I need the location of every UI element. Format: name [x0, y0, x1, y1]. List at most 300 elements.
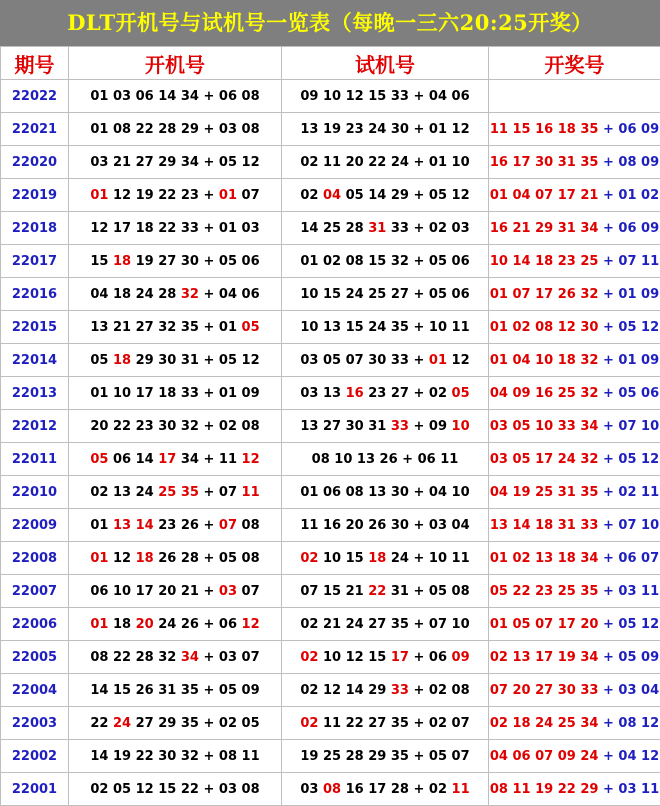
ball-number: 05: [429, 188, 447, 203]
draw-numbers: [489, 278, 660, 311]
ball-number: 19: [323, 122, 341, 137]
ball-number: 09: [641, 155, 659, 170]
ball-number: 35: [580, 155, 598, 170]
ball-number: 18: [113, 254, 131, 269]
ball-number: 14: [158, 89, 176, 104]
ball-number: 01: [618, 287, 636, 302]
table-row: [1, 476, 660, 509]
ball-number: 07: [429, 617, 447, 632]
open-numbers: [69, 740, 282, 773]
plus-sign: +: [203, 221, 214, 236]
draw-numbers: [489, 707, 660, 740]
ball-number: 25: [558, 584, 576, 599]
open-numbers: [69, 377, 282, 410]
ball-number: 17: [136, 386, 154, 401]
issue-number: 22015: [1, 311, 69, 344]
ball-number: 07: [490, 683, 508, 698]
issue-number: 22001: [1, 773, 69, 806]
ball-number: 23: [535, 584, 553, 599]
ball-number: 05: [618, 617, 636, 632]
ball-number: 12: [452, 353, 470, 368]
plus-sign: +: [413, 386, 424, 401]
plus-sign: +: [413, 485, 424, 500]
plus-sign: +: [203, 386, 214, 401]
plus-sign: +: [603, 551, 614, 566]
table-row: [1, 542, 660, 575]
ball-number: 02: [429, 386, 447, 401]
ball-number: 07: [618, 419, 636, 434]
plus-sign: +: [603, 749, 614, 764]
ball-number: 04: [512, 188, 530, 203]
ball-number: 32: [181, 419, 199, 434]
issue-number: 22019: [1, 179, 69, 212]
ball-number: 21: [113, 320, 131, 335]
plus-sign: +: [413, 716, 424, 731]
ball-number: 09: [300, 89, 318, 104]
ball-number: 24: [113, 716, 131, 731]
ball-number: 09: [641, 221, 659, 236]
ball-number: 30: [391, 122, 409, 137]
ball-number: 03: [618, 782, 636, 797]
draw-numbers: [489, 311, 660, 344]
plus-sign: +: [203, 452, 214, 467]
ball-number: 19: [512, 485, 530, 500]
header-open: 开机号: [69, 47, 282, 80]
ball-number: 10: [641, 419, 659, 434]
ball-number: 16: [323, 518, 341, 533]
ball-number: 31: [368, 419, 386, 434]
ball-number: 09: [242, 386, 260, 401]
ball-number: 04: [641, 683, 659, 698]
ball-number: 02: [300, 155, 318, 170]
ball-number: 21: [113, 155, 131, 170]
ball-number: 05: [452, 386, 470, 401]
ball-number: 29: [181, 122, 199, 137]
ball-number: 31: [558, 518, 576, 533]
issue-number: 22017: [1, 245, 69, 278]
ball-number: 13: [90, 320, 108, 335]
ball-number: 30: [181, 254, 199, 269]
header-draw: 开奖号: [489, 47, 660, 80]
issue-number: 22020: [1, 146, 69, 179]
ball-number: 02: [90, 782, 108, 797]
ball-number: 31: [391, 584, 409, 599]
ball-number: 33: [391, 419, 409, 434]
ball-number: 04: [618, 749, 636, 764]
ball-number: 29: [158, 716, 176, 731]
ball-number: 15: [323, 584, 341, 599]
ball-number: 24: [580, 749, 598, 764]
plus-sign: +: [203, 584, 214, 599]
table-row: [1, 773, 660, 806]
plus-sign: +: [603, 716, 614, 731]
plus-sign: +: [203, 485, 214, 500]
ball-number: 30: [368, 353, 386, 368]
ball-number: 26: [181, 518, 199, 533]
ball-number: 12: [346, 89, 364, 104]
plus-sign: +: [203, 749, 214, 764]
ball-number: 11: [641, 254, 659, 269]
page-title: DLT开机号与试机号一览表（每晚一三六20:25开奖）: [0, 0, 660, 46]
ball-number: 28: [181, 551, 199, 566]
issue-number: 22021: [1, 113, 69, 146]
plus-sign: +: [413, 221, 424, 236]
open-numbers: [69, 278, 282, 311]
ball-number: 09: [558, 749, 576, 764]
ball-number: 24: [368, 320, 386, 335]
ball-number: 22: [113, 650, 131, 665]
ball-number: 18: [558, 122, 576, 137]
issue-number: 22010: [1, 476, 69, 509]
ball-number: 01: [490, 287, 508, 302]
ball-number: 13: [490, 518, 508, 533]
ball-number: 22: [90, 716, 108, 731]
ball-number: 03: [490, 452, 508, 467]
ball-number: 30: [580, 320, 598, 335]
table-row: [1, 509, 660, 542]
ball-number: 02: [300, 683, 318, 698]
ball-number: 14: [300, 221, 318, 236]
ball-number: 01: [429, 122, 447, 137]
plus-sign: +: [203, 155, 214, 170]
trial-numbers: [282, 80, 489, 113]
trial-numbers: [282, 146, 489, 179]
trial-numbers: [282, 674, 489, 707]
table-row: [1, 377, 660, 410]
ball-number: 02: [90, 485, 108, 500]
ball-number: 34: [580, 221, 598, 236]
ball-number: 05: [429, 287, 447, 302]
ball-number: 35: [391, 320, 409, 335]
ball-number: 15: [90, 254, 108, 269]
ball-number: 15: [368, 89, 386, 104]
open-numbers: [69, 509, 282, 542]
ball-number: 32: [158, 650, 176, 665]
ball-number: 13: [357, 452, 375, 467]
plus-sign: +: [603, 188, 614, 203]
plus-sign: +: [413, 551, 424, 566]
plus-sign: +: [413, 683, 424, 698]
plus-sign: +: [413, 254, 424, 269]
trial-numbers: [282, 245, 489, 278]
ball-number: 27: [158, 254, 176, 269]
ball-number: 12: [242, 353, 260, 368]
ball-number: 24: [136, 287, 154, 302]
ball-number: 34: [181, 650, 199, 665]
issue-number: 22022: [1, 80, 69, 113]
trial-numbers: [282, 773, 489, 806]
ball-number: 35: [181, 716, 199, 731]
ball-number: 18: [158, 386, 176, 401]
ball-number: 17: [158, 452, 176, 467]
ball-number: 06: [242, 254, 260, 269]
ball-number: 05: [219, 683, 237, 698]
ball-number: 11: [242, 749, 260, 764]
ball-number: 07: [535, 617, 553, 632]
ball-number: 03: [300, 782, 318, 797]
plus-sign: +: [413, 617, 424, 632]
ball-number: 08: [242, 518, 260, 533]
plus-sign: +: [413, 353, 424, 368]
ball-number: 13: [368, 485, 386, 500]
ball-number: 04: [429, 89, 447, 104]
trial-numbers: [282, 278, 489, 311]
ball-number: 05: [219, 155, 237, 170]
table-row: [1, 344, 660, 377]
ball-number: 18: [113, 617, 131, 632]
open-numbers: [69, 476, 282, 509]
draw-numbers: [489, 608, 660, 641]
ball-number: 13: [113, 518, 131, 533]
ball-number: 29: [535, 221, 553, 236]
ball-number: 06: [90, 584, 108, 599]
draw-numbers: [489, 212, 660, 245]
ball-number: 35: [580, 485, 598, 500]
plus-sign: +: [603, 386, 614, 401]
ball-number: 11: [323, 155, 341, 170]
trial-numbers: [282, 641, 489, 674]
ball-number: 16: [490, 221, 508, 236]
ball-number: 05: [429, 749, 447, 764]
ball-number: 04: [323, 188, 341, 203]
trial-numbers: [282, 344, 489, 377]
ball-number: 08: [113, 122, 131, 137]
ball-number: 33: [580, 518, 598, 533]
ball-number: 12: [90, 221, 108, 236]
ball-number: 17: [558, 617, 576, 632]
ball-number: 34: [580, 650, 598, 665]
ball-number: 04: [490, 386, 508, 401]
ball-number: 08: [242, 782, 260, 797]
ball-number: 10: [323, 650, 341, 665]
ball-number: 02: [490, 650, 508, 665]
ball-number: 10: [452, 419, 470, 434]
plus-sign: +: [603, 782, 614, 797]
ball-number: 07: [219, 518, 237, 533]
ball-number: 11: [452, 320, 470, 335]
ball-number: 12: [113, 551, 131, 566]
ball-number: 08: [490, 782, 508, 797]
ball-number: 04: [512, 353, 530, 368]
ball-number: 19: [136, 188, 154, 203]
ball-number: 18: [113, 287, 131, 302]
ball-number: 10: [535, 353, 553, 368]
ball-number: 24: [136, 485, 154, 500]
ball-number: 10: [429, 551, 447, 566]
plus-sign: +: [603, 221, 614, 236]
ball-number: 30: [158, 749, 176, 764]
ball-number: 30: [158, 353, 176, 368]
ball-number: 04: [452, 518, 470, 533]
ball-number: 04: [490, 749, 508, 764]
ball-number: 07: [618, 518, 636, 533]
ball-number: 31: [158, 683, 176, 698]
ball-number: 03: [219, 650, 237, 665]
ball-number: 08: [242, 122, 260, 137]
ball-number: 15: [346, 551, 364, 566]
ball-number: 04: [429, 485, 447, 500]
ball-number: 05: [618, 320, 636, 335]
ball-number: 17: [535, 287, 553, 302]
plus-sign: +: [413, 287, 424, 302]
ball-number: 31: [558, 221, 576, 236]
ball-number: 15: [346, 320, 364, 335]
ball-number: 10: [300, 287, 318, 302]
open-numbers: [69, 311, 282, 344]
ball-number: 31: [181, 353, 199, 368]
plus-sign: +: [413, 155, 424, 170]
ball-number: 09: [429, 419, 447, 434]
trial-numbers: [282, 410, 489, 443]
plus-sign: +: [203, 419, 214, 434]
ball-number: 25: [535, 485, 553, 500]
ball-number: 09: [512, 386, 530, 401]
ball-number: 10: [113, 386, 131, 401]
issue-number: 22014: [1, 344, 69, 377]
ball-number: 17: [512, 155, 530, 170]
table-row: [1, 80, 660, 113]
ball-number: 10: [334, 452, 352, 467]
ball-number: 05: [490, 584, 508, 599]
ball-number: 02: [300, 716, 318, 731]
plus-sign: +: [203, 683, 214, 698]
ball-number: 05: [512, 452, 530, 467]
open-numbers: [69, 641, 282, 674]
ball-number: 11: [323, 716, 341, 731]
ball-number: 27: [323, 419, 341, 434]
ball-number: 13: [300, 419, 318, 434]
ball-number: 10: [323, 551, 341, 566]
ball-number: 08: [535, 320, 553, 335]
ball-number: 22: [158, 188, 176, 203]
ball-number: 33: [181, 386, 199, 401]
table-row: [1, 311, 660, 344]
ball-number: 32: [580, 386, 598, 401]
ball-number: 03: [429, 518, 447, 533]
ball-number: 28: [158, 287, 176, 302]
ball-number: 13: [512, 650, 530, 665]
ball-number: 02: [429, 221, 447, 236]
draw-numbers: [489, 146, 660, 179]
ball-number: 06: [219, 89, 237, 104]
ball-number: 20: [90, 419, 108, 434]
ball-number: 08: [618, 155, 636, 170]
ball-number: 06: [452, 254, 470, 269]
draw-numbers: [489, 410, 660, 443]
ball-number: 30: [535, 155, 553, 170]
ball-number: 03: [219, 584, 237, 599]
ball-number: 13: [535, 551, 553, 566]
ball-number: 12: [242, 155, 260, 170]
ball-number: 11: [490, 122, 508, 137]
ball-number: 11: [641, 782, 659, 797]
draw-numbers: [489, 641, 660, 674]
ball-number: 25: [323, 221, 341, 236]
plus-sign: +: [203, 353, 214, 368]
ball-number: 11: [300, 518, 318, 533]
draw-numbers: [489, 245, 660, 278]
ball-number: 05: [512, 617, 530, 632]
ball-number: 23: [158, 518, 176, 533]
ball-number: 15: [512, 122, 530, 137]
ball-number: 34: [181, 89, 199, 104]
ball-number: 01: [90, 89, 108, 104]
trial-numbers: [282, 608, 489, 641]
ball-number: 34: [580, 419, 598, 434]
ball-number: 20: [346, 518, 364, 533]
ball-number: 13: [323, 320, 341, 335]
ball-number: 19: [113, 749, 131, 764]
ball-number: 16: [346, 386, 364, 401]
ball-number: 01: [90, 518, 108, 533]
ball-number: 07: [242, 584, 260, 599]
ball-number: 05: [219, 353, 237, 368]
ball-number: 12: [641, 617, 659, 632]
ball-number: 32: [580, 353, 598, 368]
draw-numbers: [489, 773, 660, 806]
ball-number: 10: [300, 320, 318, 335]
plus-sign: +: [203, 782, 214, 797]
ball-number: 29: [580, 782, 598, 797]
plus-sign: +: [603, 419, 614, 434]
ball-number: 11: [641, 485, 659, 500]
ball-number: 29: [368, 683, 386, 698]
ball-number: 11: [242, 485, 260, 500]
plus-sign: +: [603, 155, 614, 170]
ball-number: 17: [535, 650, 553, 665]
ball-number: 32: [181, 287, 199, 302]
ball-number: 06: [219, 617, 237, 632]
issue-number: 22012: [1, 410, 69, 443]
ball-number: 32: [158, 320, 176, 335]
ball-number: 28: [158, 122, 176, 137]
ball-number: 33: [391, 683, 409, 698]
ball-number: 25: [368, 287, 386, 302]
ball-number: 16: [490, 155, 508, 170]
draw-numbers: [489, 113, 660, 146]
ball-number: 05: [242, 320, 260, 335]
ball-number: 20: [580, 617, 598, 632]
plus-sign: +: [203, 716, 214, 731]
plus-sign: +: [603, 254, 614, 269]
plus-sign: +: [413, 584, 424, 599]
ball-number: 30: [391, 485, 409, 500]
ball-number: 35: [580, 584, 598, 599]
ball-number: 11: [641, 584, 659, 599]
plus-sign: +: [413, 188, 424, 203]
issue-number: 22007: [1, 575, 69, 608]
ball-number: 22: [512, 584, 530, 599]
table-row: [1, 608, 660, 641]
plus-sign: +: [203, 320, 214, 335]
ball-number: 05: [618, 452, 636, 467]
open-numbers: [69, 113, 282, 146]
ball-number: 08: [452, 683, 470, 698]
table-row: [1, 740, 660, 773]
ball-number: 17: [535, 452, 553, 467]
ball-number: 16: [535, 386, 553, 401]
open-numbers: [69, 344, 282, 377]
issue-number: 22008: [1, 542, 69, 575]
ball-number: 20: [136, 617, 154, 632]
open-numbers: [69, 674, 282, 707]
ball-number: 10: [641, 518, 659, 533]
ball-number: 29: [391, 188, 409, 203]
plus-sign: +: [413, 518, 424, 533]
ball-number: 35: [580, 122, 598, 137]
ball-number: 01: [300, 254, 318, 269]
ball-number: 05: [90, 452, 108, 467]
